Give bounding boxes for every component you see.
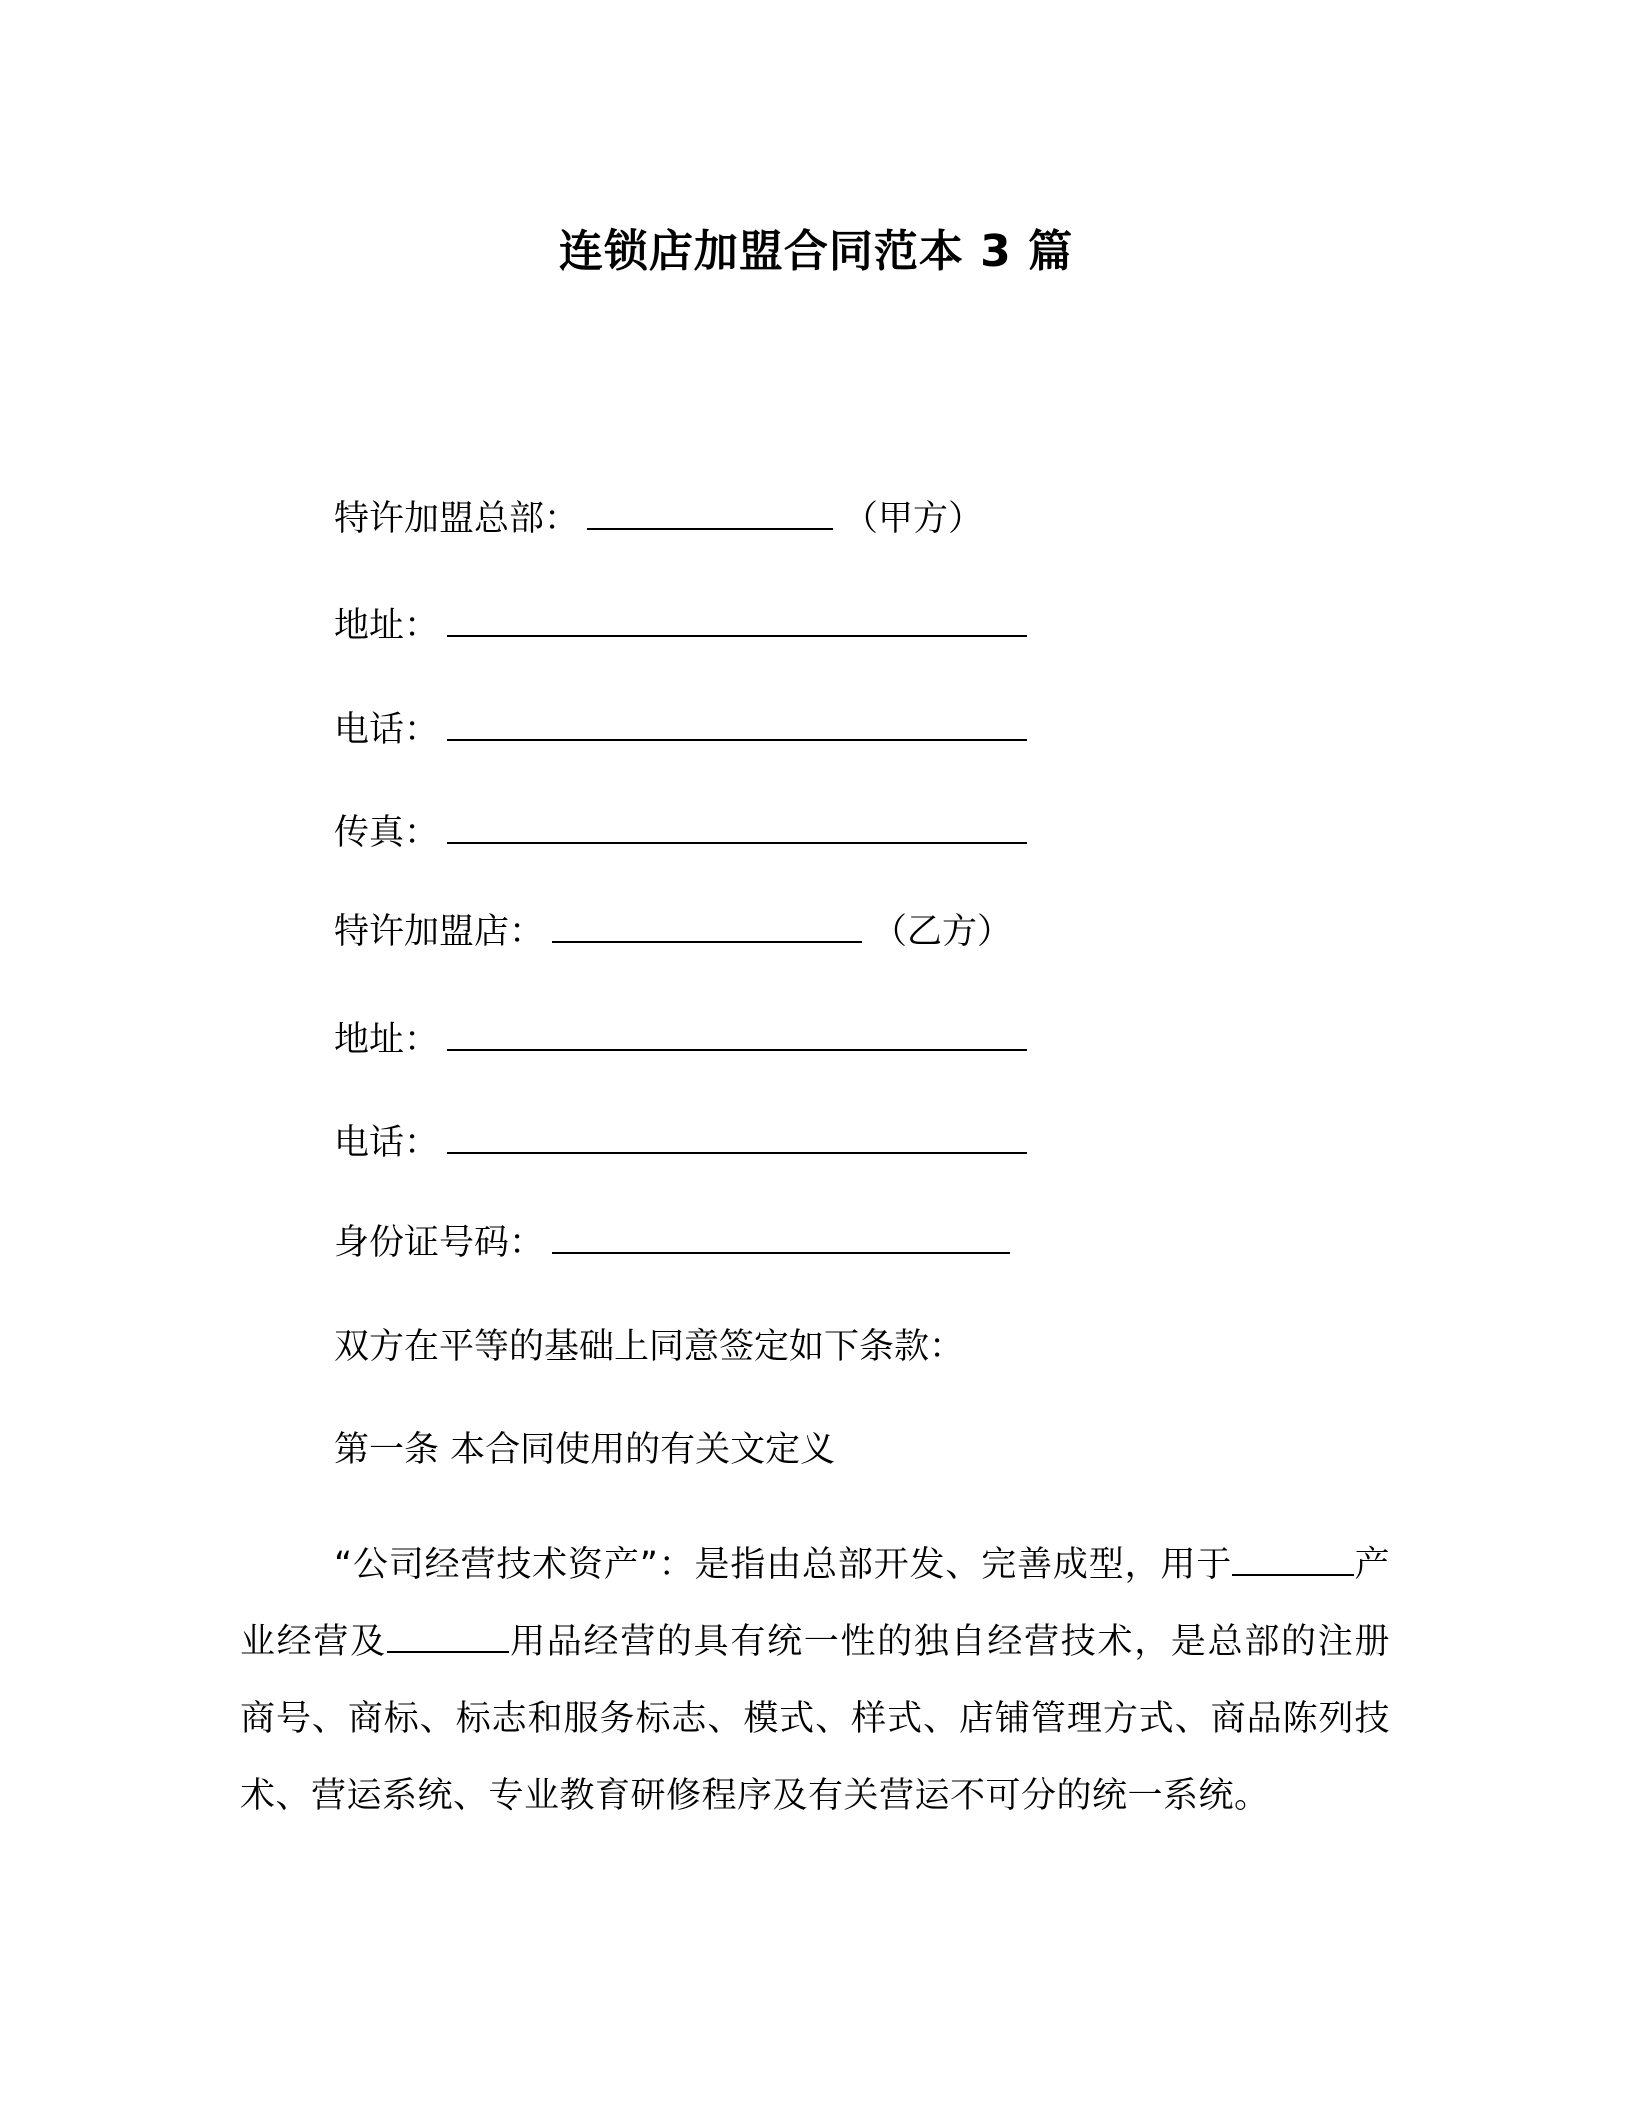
party-a-fax-label: 传真： (334, 813, 440, 853)
store-label: 特许加盟店： (334, 912, 545, 952)
party-a-fax-field (334, 808, 1027, 858)
party-b-id-blank (552, 1218, 1010, 1254)
party-a-address-blank (447, 601, 1027, 637)
party-a-address-field (334, 601, 1027, 651)
document-title: 连锁店加盟合同范本 3 篇 (558, 226, 1074, 277)
party-a-phone-label: 电话： (334, 710, 440, 750)
definition-part-1: “公司经营技术资产”：是指由总部开发、完善成型，用于 (334, 1545, 1233, 1585)
party-b-address-label: 地址： (334, 1020, 440, 1060)
definition-paragraph (240, 1527, 1390, 1835)
hq-blank (587, 494, 833, 530)
hq-label: 特许加盟总部： (334, 499, 580, 539)
store-suffix: （乙方） (872, 912, 1013, 952)
party-b-id-label: 身份证号码： (334, 1223, 545, 1263)
store-blank (552, 907, 862, 943)
party-a-fax-blank (447, 808, 1027, 844)
definition-part-3: 用品经营的具有统一性的独自经营技术，是总部的注册商号、商标、标志和服务标志、模式、样式、店铺管理方式、商品陈列技术、营运系统、专业教育研修程序及有关营运不可分的统一系统。 (240, 1622, 1390, 1816)
definition-part-2: 产业经营及 (240, 1545, 1390, 1662)
hq-suffix: （甲方） (843, 499, 984, 539)
definition-blank-2 (387, 1621, 509, 1653)
party-b-phone-blank (447, 1118, 1027, 1154)
party-b-address-blank (447, 1015, 1027, 1051)
party-b-id-field (334, 1218, 1010, 1268)
party-a-address-label: 地址： (334, 606, 440, 646)
hq-field (334, 494, 983, 544)
agreement-line: 双方在平等的基础上同意签定如下条款： (334, 1327, 965, 1367)
party-b-phone-label: 电话： (334, 1123, 440, 1163)
party-a-phone-blank (447, 705, 1027, 741)
article-1-heading: 第一条 本合同使用的有关文定义 (334, 1430, 836, 1470)
store-field (334, 907, 1012, 957)
party-b-address-field (334, 1015, 1027, 1065)
party-b-phone-field (334, 1118, 1027, 1168)
party-a-phone-field (334, 705, 1027, 755)
definition-blank-1 (1232, 1544, 1354, 1576)
